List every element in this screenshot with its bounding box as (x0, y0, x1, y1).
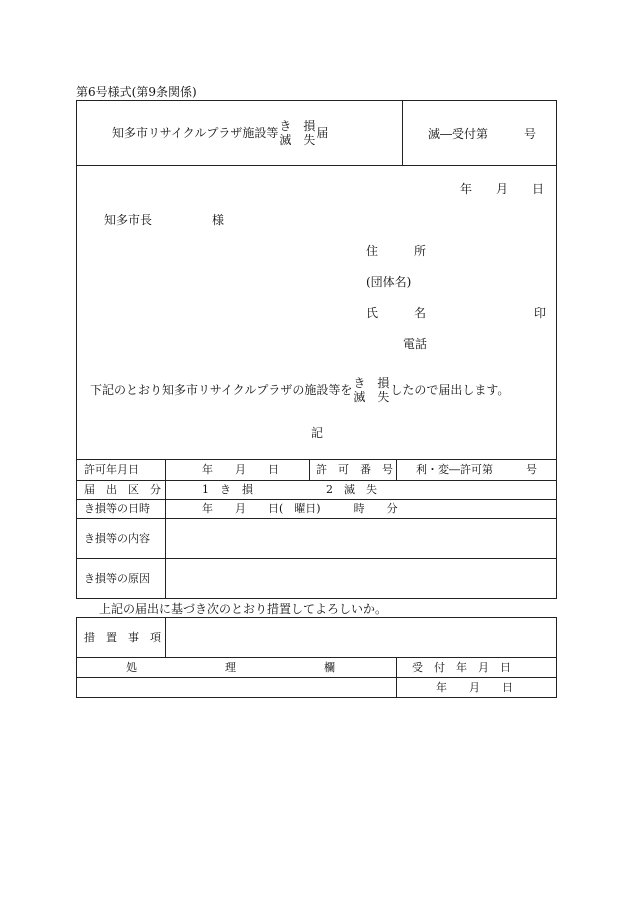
ki-mark: 記 (311, 426, 324, 440)
measures-label: 措 置 事 項 (84, 631, 161, 644)
statement-messhitsu: 滅 失 (353, 390, 390, 404)
title-suffix: 届 (316, 126, 329, 140)
category-option-messhitsu: 2 滅 失 (326, 483, 377, 496)
permit-number-value: 利・変―許可第 号 (416, 463, 537, 476)
approval-col-label (165, 617, 166, 657)
col-line-right (396, 459, 397, 480)
row-line-3 (76, 518, 557, 519)
received-date: 年 月 日 (436, 681, 513, 694)
col-line-label (165, 459, 166, 599)
header-divider (402, 100, 403, 166)
content-label: き損等の内容 (84, 532, 150, 545)
title-messhitsu: 滅 失 (279, 133, 316, 147)
category-option-kisson: 1 き 損 (202, 483, 253, 496)
phone-label: 電話 (403, 337, 428, 351)
permit-date-value: 年 月 日 (202, 463, 279, 476)
name-label: 氏 名 (366, 306, 427, 320)
title-kisson: き 損 (279, 119, 316, 133)
statement (90, 375, 509, 405)
submission-date: 年 月 日 (460, 182, 545, 196)
row-line-4 (76, 558, 557, 559)
approval-col-right (396, 657, 397, 698)
col-line-mid (309, 459, 310, 480)
body-box (76, 165, 557, 460)
statement-kisson: き 損 (353, 376, 390, 390)
category-label: 届 出 区 分 (84, 483, 161, 496)
addressee: 知多市長 様 (104, 213, 225, 227)
row-line-1 (76, 480, 557, 481)
title-choice (279, 119, 315, 147)
title-prefix: 知多市リサイクルプラザ施設等 (112, 126, 279, 140)
approval-line-2 (76, 677, 557, 678)
statement-choice (353, 376, 389, 404)
form-label: 第6号様式(第9条関係) (76, 85, 197, 99)
receipt-number: 滅―受付第 号 (428, 127, 537, 141)
datetime-label: き損等の日時 (84, 502, 150, 515)
address-label: 住 所 (366, 244, 427, 258)
seal-mark: 印 (534, 306, 547, 320)
datetime-value: 年 月 日( 曜日) 時 分 (202, 502, 398, 515)
statement-suffix: したので届出します。 (390, 383, 510, 397)
permit-number-label: 許 可 番 号 (316, 463, 393, 476)
approval-line-1 (76, 657, 557, 658)
form-title (112, 118, 328, 148)
statement-prefix: 下記のとおり知多市リサイクルプラザの施設等を (90, 383, 353, 397)
group-label: (団体名) (366, 275, 412, 289)
cause-label: き損等の原因 (84, 572, 150, 585)
received-label: 受 付 年 月 日 (412, 661, 511, 674)
row-line-2 (76, 499, 557, 500)
approval-statement: 上記の届出に基づき次のとおり措置してよろしいか。 (99, 602, 388, 616)
processing-label: 処 理 欄 (126, 661, 335, 674)
permit-date-label: 許可年月日 (84, 463, 139, 476)
